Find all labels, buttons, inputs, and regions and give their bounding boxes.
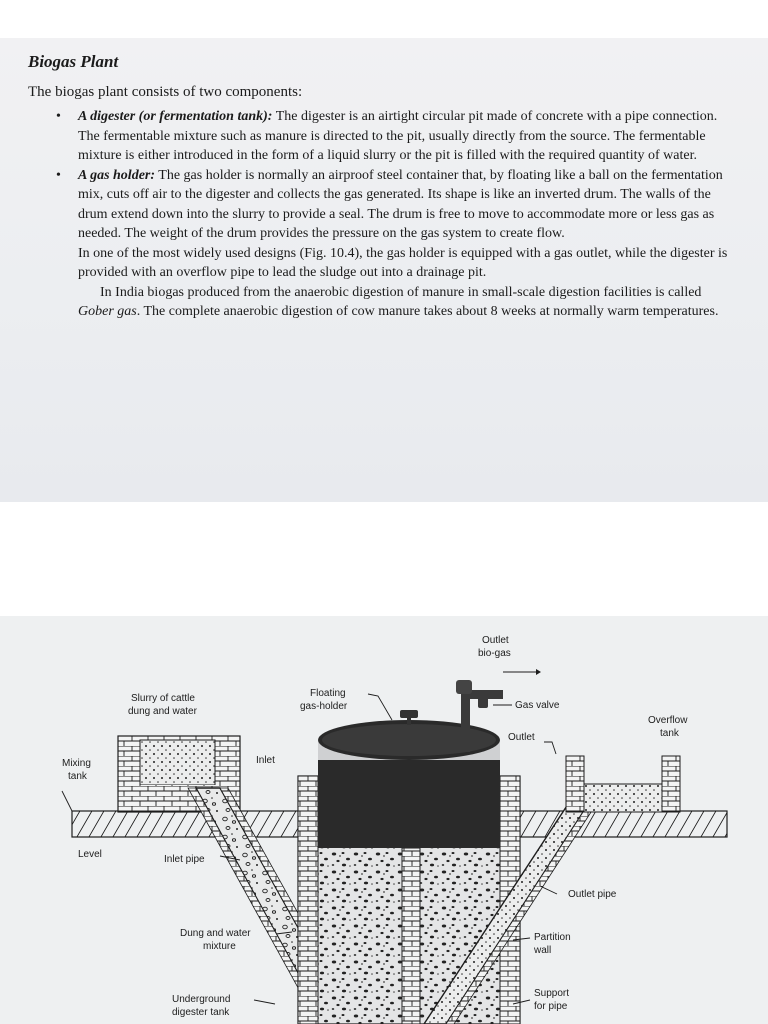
term-digester: A digester (or fermentation tank): (78, 109, 273, 124)
label-partition-2: wall (534, 945, 552, 956)
bullet-icon: • (56, 109, 61, 124)
gas-valve-icon (478, 692, 488, 708)
text-page-photo (0, 38, 768, 502)
label-outlet-pipe: Outlet pipe (568, 889, 617, 900)
text-block (28, 52, 728, 322)
gober-text-b: . The complete anaerobic digestion of cow manure takes about 8 weeks at normally warm temperatures. (136, 304, 719, 319)
label-slurry-2: dung and water (128, 706, 197, 717)
list-item-digester (28, 107, 728, 166)
label-overflow-2: tank (660, 728, 679, 739)
diagram-photo (0, 616, 768, 1024)
label-overflow-1: Overflow (648, 715, 688, 726)
label-outlet-biogas-1: Outlet (482, 635, 509, 646)
component-list (28, 107, 728, 244)
label-dung-2: mixture (203, 941, 236, 952)
label-support-2: for pipe (534, 1001, 568, 1012)
label-inlet-pipe: Inlet pipe (164, 854, 205, 865)
gober-text-a: In India biogas produced from the anaerobic digestion of manure in small-scale digestion facilities is called (100, 284, 702, 300)
label-underground-2: digester tank (172, 1007, 230, 1018)
label-gas-valve: Gas valve (515, 700, 560, 711)
label-partition-1: Partition (534, 932, 571, 943)
paragraph-design: In one of the most widely used designs (Fig. 10.4), the gas holder is equipped with a gas outlet, while the digester is provided with an overflow pipe to lead the sludge out into a drainage pit. (78, 245, 728, 280)
label-inlet: Inlet (256, 755, 275, 766)
label-outlet: Outlet (508, 732, 535, 743)
label-underground-1: Underground (172, 994, 231, 1005)
bullet-icon: • (56, 167, 61, 183)
label-outlet-biogas-2: bio-gas (478, 648, 511, 659)
gober-gas-term: Gober gas (78, 304, 137, 319)
term-gas-holder: A gas holder: (78, 167, 156, 183)
label-dung-1: Dung and water (180, 928, 251, 939)
gas-holder-description: The gas holder is normally an airproof steel container that, by floating like a ball on the fermentation mix, cuts off air to the digester and collects the gas generated. Its shape is like an inverted drum. The walls of the drum extend down into the slurry to provide a seal. The drum is free to move to accommodate more or less gas as needed. The weight of the drum provides the pressure on the gas system to create flow. (78, 167, 723, 241)
paragraph-gober-gas (28, 283, 728, 322)
label-mixing-2: tank (68, 771, 87, 782)
biogas-plant-diagram (0, 616, 768, 1024)
floating-gas-holder (318, 710, 500, 848)
intro-sentence: The biogas plant consists of two components: (28, 84, 303, 100)
label-floating-2: gas-holder (300, 701, 348, 712)
label-level: Level (78, 849, 102, 860)
digester-description: The digester is an airtight circular pit made of concrete with a pipe connection. The fermentable mixture such as manure is directed to the pit, usually directly from the source. The fermentable mixture is either introduced in the form of a liquid slurry or the pit is filled with the required quantity of water. (78, 109, 718, 163)
label-support-1: Support (534, 988, 570, 999)
label-slurry-1: Slurry of cattle (131, 693, 195, 704)
partition-wall (402, 848, 420, 1024)
label-floating-1: Floating (310, 688, 346, 699)
section-heading: Biogas Plant (28, 52, 119, 71)
label-mixing-1: Mixing (62, 758, 91, 769)
list-item-gas-holder (28, 166, 728, 244)
